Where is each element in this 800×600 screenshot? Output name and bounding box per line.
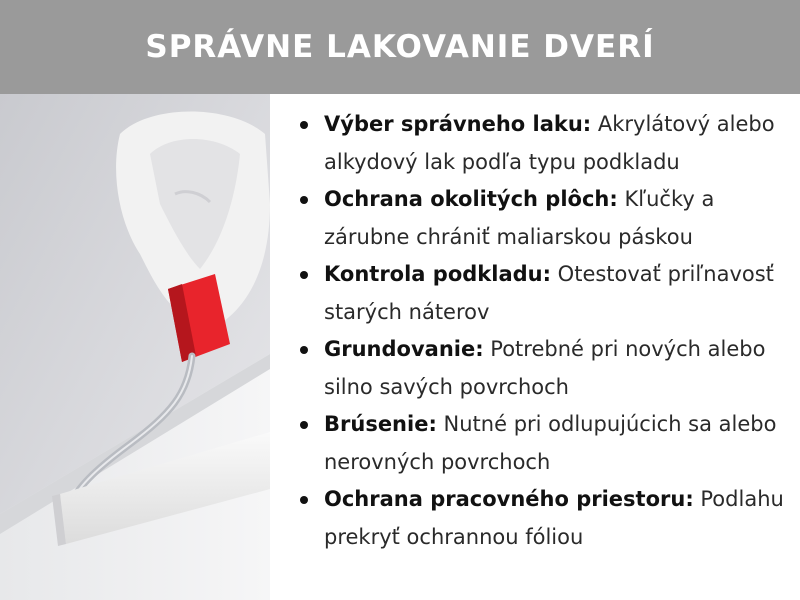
item-text: Akrylátový alebo alkydový lak podľa typu podkladu bbox=[324, 112, 775, 174]
bullet-icon bbox=[300, 496, 308, 504]
list-item bbox=[296, 106, 792, 181]
header-banner bbox=[0, 0, 800, 94]
paint-roller-photo bbox=[0, 94, 270, 600]
list-item bbox=[296, 256, 792, 331]
item-text: Kľučky a zárubne chrániť maliarskou páskou bbox=[324, 187, 715, 249]
list-item bbox=[296, 181, 792, 256]
list-item bbox=[296, 481, 792, 556]
item-text: Potrebné pri nových alebo silno savých povrchoch bbox=[324, 337, 766, 399]
bullet-icon bbox=[300, 196, 308, 204]
paint-roller-illustration bbox=[0, 94, 270, 600]
item-label: Výber správneho laku: bbox=[324, 112, 592, 136]
list-item bbox=[296, 406, 792, 481]
bullet-icon bbox=[300, 271, 308, 279]
item-label: Brúsenie: bbox=[324, 412, 437, 436]
item-text: Podlahu prekryť ochrannou fóliou bbox=[324, 487, 784, 549]
bullet-icon bbox=[300, 421, 308, 429]
page-title: SPRÁVNE LAKOVANIE DVERÍ bbox=[145, 29, 655, 65]
bullet-icon bbox=[300, 346, 308, 354]
bullet-icon bbox=[300, 121, 308, 129]
item-label: Ochrana pracovného priestoru: bbox=[324, 487, 694, 511]
item-text: Nutné pri odlupujúcich sa alebo nerovných povrchoch bbox=[324, 412, 777, 474]
list-item bbox=[296, 331, 792, 406]
item-label: Ochrana okolitých plôch: bbox=[324, 187, 618, 211]
tips-list bbox=[296, 106, 792, 556]
item-text: Otestovať priľnavosť starých náterov bbox=[324, 262, 774, 324]
item-label: Grundovanie: bbox=[324, 337, 484, 361]
item-label: Kontrola podkladu: bbox=[324, 262, 551, 286]
